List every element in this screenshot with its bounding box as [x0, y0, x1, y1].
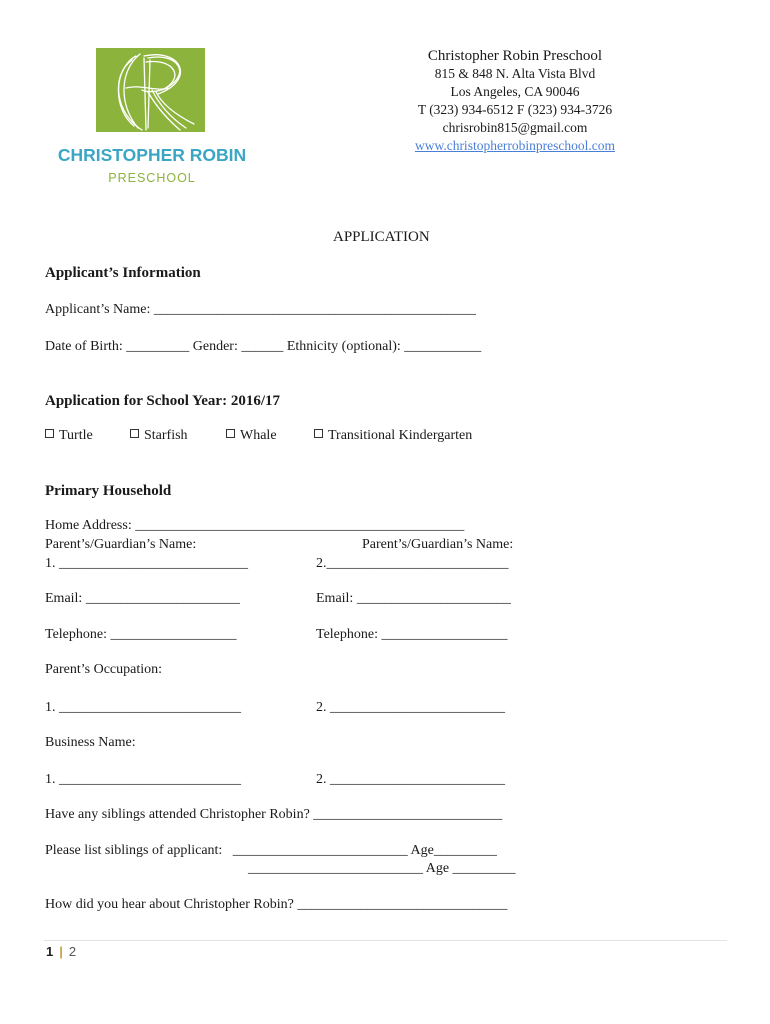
contact-header	[380, 47, 650, 155]
occupation-2-field[interactable]: 2. _________________________	[316, 700, 505, 715]
option-label: Transitional Kindergarten	[328, 428, 473, 443]
address-line-2: Los Angeles, CA 90046	[450, 84, 580, 99]
option-whale[interactable]	[226, 428, 277, 444]
guardian-2-field[interactable]: 2.__________________________	[316, 556, 509, 571]
email-2-field[interactable]: Email: ______________________	[316, 591, 511, 606]
siblings-attended-field[interactable]: Have any siblings attended Christopher Robin? ___________________________	[45, 807, 503, 822]
checkbox-icon[interactable]	[45, 429, 54, 438]
address-line-1: 815 & 848 N. Alta Vista Blvd	[434, 66, 596, 81]
footer-divider	[44, 940, 727, 941]
logo-subtitle: PRESCHOOL	[108, 171, 196, 185]
checkbox-icon[interactable]	[314, 429, 323, 438]
logo-mark-icon	[96, 48, 205, 132]
section-heading-household: Primary Household	[45, 483, 172, 499]
logo-name: CHRISTOPHER ROBIN	[57, 145, 247, 165]
current-page: 1	[46, 944, 54, 959]
occupation-label: Parent’s Occupation:	[45, 662, 163, 677]
business-label: Business Name:	[45, 735, 136, 750]
option-turtle[interactable]	[45, 428, 93, 444]
option-transitional-kindergarten[interactable]	[314, 428, 472, 444]
guardian-label-2: Parent’s/Guardian’s Name:	[362, 537, 514, 552]
school-name: Christopher Robin Preschool	[427, 48, 603, 64]
how-heard-field[interactable]: How did you hear about Christopher Robin? ______________________________	[45, 897, 508, 912]
checkbox-icon[interactable]	[130, 429, 139, 438]
section-heading-applicant: Applicant’s Information	[45, 265, 201, 281]
checkbox-icon[interactable]	[226, 429, 235, 438]
telephone-2-field[interactable]: Telephone: __________________	[316, 627, 508, 642]
guardian-1-field[interactable]: 1. ___________________________	[45, 556, 248, 571]
total-pages: 2	[68, 944, 77, 959]
telephone-1-field[interactable]: Telephone: __________________	[45, 627, 237, 642]
option-label: Turtle	[59, 428, 93, 443]
email-1-field[interactable]: Email: ______________________	[45, 591, 240, 606]
guardian-label-1: Parent’s/Guardian’s Name:	[45, 537, 197, 552]
contact-email: chrisrobin815@gmail.com	[442, 120, 588, 135]
option-label: Whale	[240, 428, 277, 443]
page-number	[46, 944, 76, 959]
business-1-field[interactable]: 1. __________________________	[45, 772, 241, 787]
form-title: APPLICATION	[333, 229, 430, 245]
page-separator: |	[59, 944, 63, 959]
occupation-1-field[interactable]: 1. __________________________	[45, 700, 241, 715]
siblings-list-field-1[interactable]: Please list siblings of applicant: _________________________ Age_________	[45, 843, 497, 858]
applicant-name-field[interactable]: Applicant’s Name: ______________________________________________	[45, 302, 476, 317]
business-2-field[interactable]: 2. _________________________	[316, 772, 505, 787]
siblings-list-field-2[interactable]: _________________________ Age _________	[248, 861, 516, 876]
home-address-field[interactable]: Home Address: _______________________________________________	[45, 518, 465, 533]
phone-fax: T (323) 934-6512 F (323) 934-3726	[417, 102, 613, 117]
option-label: Starfish	[144, 428, 188, 443]
section-heading-school-year: Application for School Year: 2016/17	[45, 393, 280, 409]
dob-gender-ethnicity-fields[interactable]: Date of Birth: _________ Gender: ______ Ethnicity (optional): ___________	[45, 339, 482, 354]
option-starfish[interactable]	[130, 428, 188, 444]
website-link[interactable]: www.christopherrobinpreschool.com	[414, 138, 616, 153]
